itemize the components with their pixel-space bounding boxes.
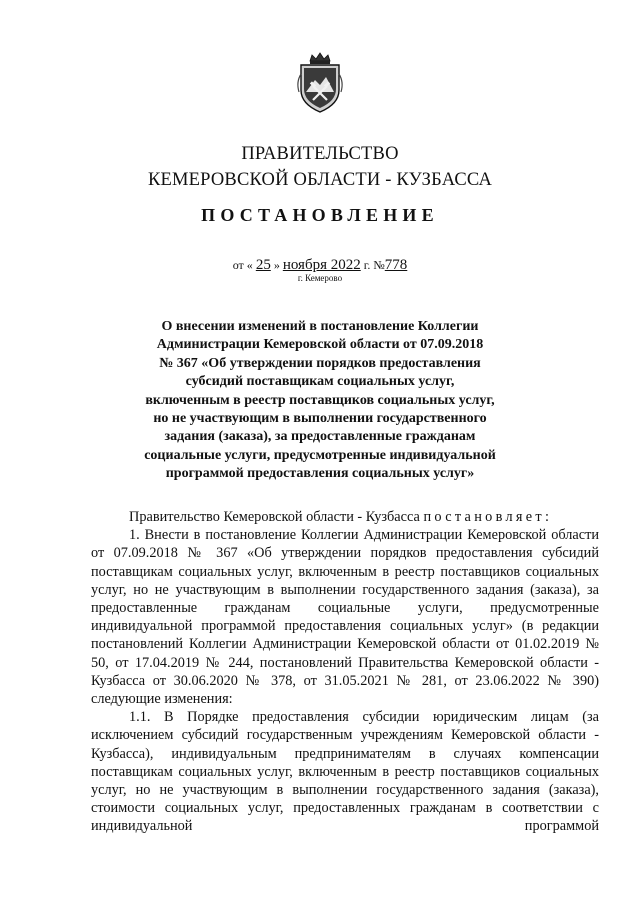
paragraph-1-1: 1.1. В Порядке предоставления субсидии юридическим лицам (за исключением субсидий государственным учреждениям Кемеровской области - Кузбасса), индивидуальным предпринимателям в случаях компенсации поставщикам социальных услуг, включенным в реестр поставщиков социальных услуг, но не участвующим в выполнении государственного задания (заказа), стоимости социальных услуг, предоставленных гражданам в соответствии с индивидуальной программой: [91, 709, 599, 835]
date-number-line: [0, 257, 640, 274]
title-line: субсидий поставщикам социальных услуг,: [185, 374, 455, 390]
date-prefix: от «: [232, 258, 253, 272]
title-line: Администрации Кемеровской области от 07.09.2018: [156, 337, 484, 353]
date-month-year: ноября 2022: [282, 257, 361, 273]
intro-text: Правительство Кемеровской области - Кузбасса: [129, 509, 420, 525]
document-title: [140, 318, 500, 484]
title-line: социальные услуги, предусмотренные индивидуальной: [144, 447, 496, 463]
document-type: ПОСТАНОВЛЕНИЕ: [201, 205, 439, 225]
header-line-1: ПРАВИТЕЛЬСТВО: [241, 144, 399, 164]
title-line: О внесении изменений в постановление Коллегии: [161, 319, 479, 334]
date-suffix: г.: [363, 258, 371, 272]
title-line: программой предоставления социальных услуг»: [165, 466, 475, 482]
date-mid: »: [273, 258, 280, 272]
title-line: задания (заказа), за предоставленные гражданам: [164, 429, 476, 445]
paragraph-1: 1. Внести в постановление Коллегии Администрации Кемеровской области от 07.09.2018 № 367 «Об утверждении порядков предоставления субсидий поставщикам социальных услуг, включенным в реестр поставщиков социальных услуг, но не участвующим в выполнении государственного задания (заказа), за предоставленные гражданам социальные услуги, предусмотренные индивидуальной программой предоставления социальных услуг» (в редакции постановлений Коллегии Администрации Кемеровской области от 01.02.2019 № 50, от 17.04.2019 № 244, постановлений Правительства Кемеровской области - Кузбасса от 30.06.2020 № 378, от 31.05.2021 № 281, от 23.06.2022 № 390) следующие изменения:: [91, 527, 599, 708]
header-line-2: КЕМЕРОВСКОЙ ОБЛАСТИ - КУЗБАССА: [147, 170, 493, 190]
document-number: 778: [384, 257, 408, 273]
title-line: № 367 «Об утверждении порядков предоставления: [159, 355, 481, 371]
title-line: включенным в реестр поставщиков социальных услуг,: [145, 392, 495, 408]
document-body: [91, 508, 599, 836]
intro-paragraph: [91, 508, 599, 526]
government-header: [0, 141, 640, 193]
date-day: 25: [255, 257, 271, 273]
city: г. Кемерово: [297, 273, 343, 283]
coat-of-arms-icon: [295, 52, 345, 114]
title-line: но не участвующим в выполнении государственного: [153, 411, 487, 427]
number-prefix: №: [373, 258, 385, 272]
intro-resolves: постановляет:: [423, 509, 553, 525]
